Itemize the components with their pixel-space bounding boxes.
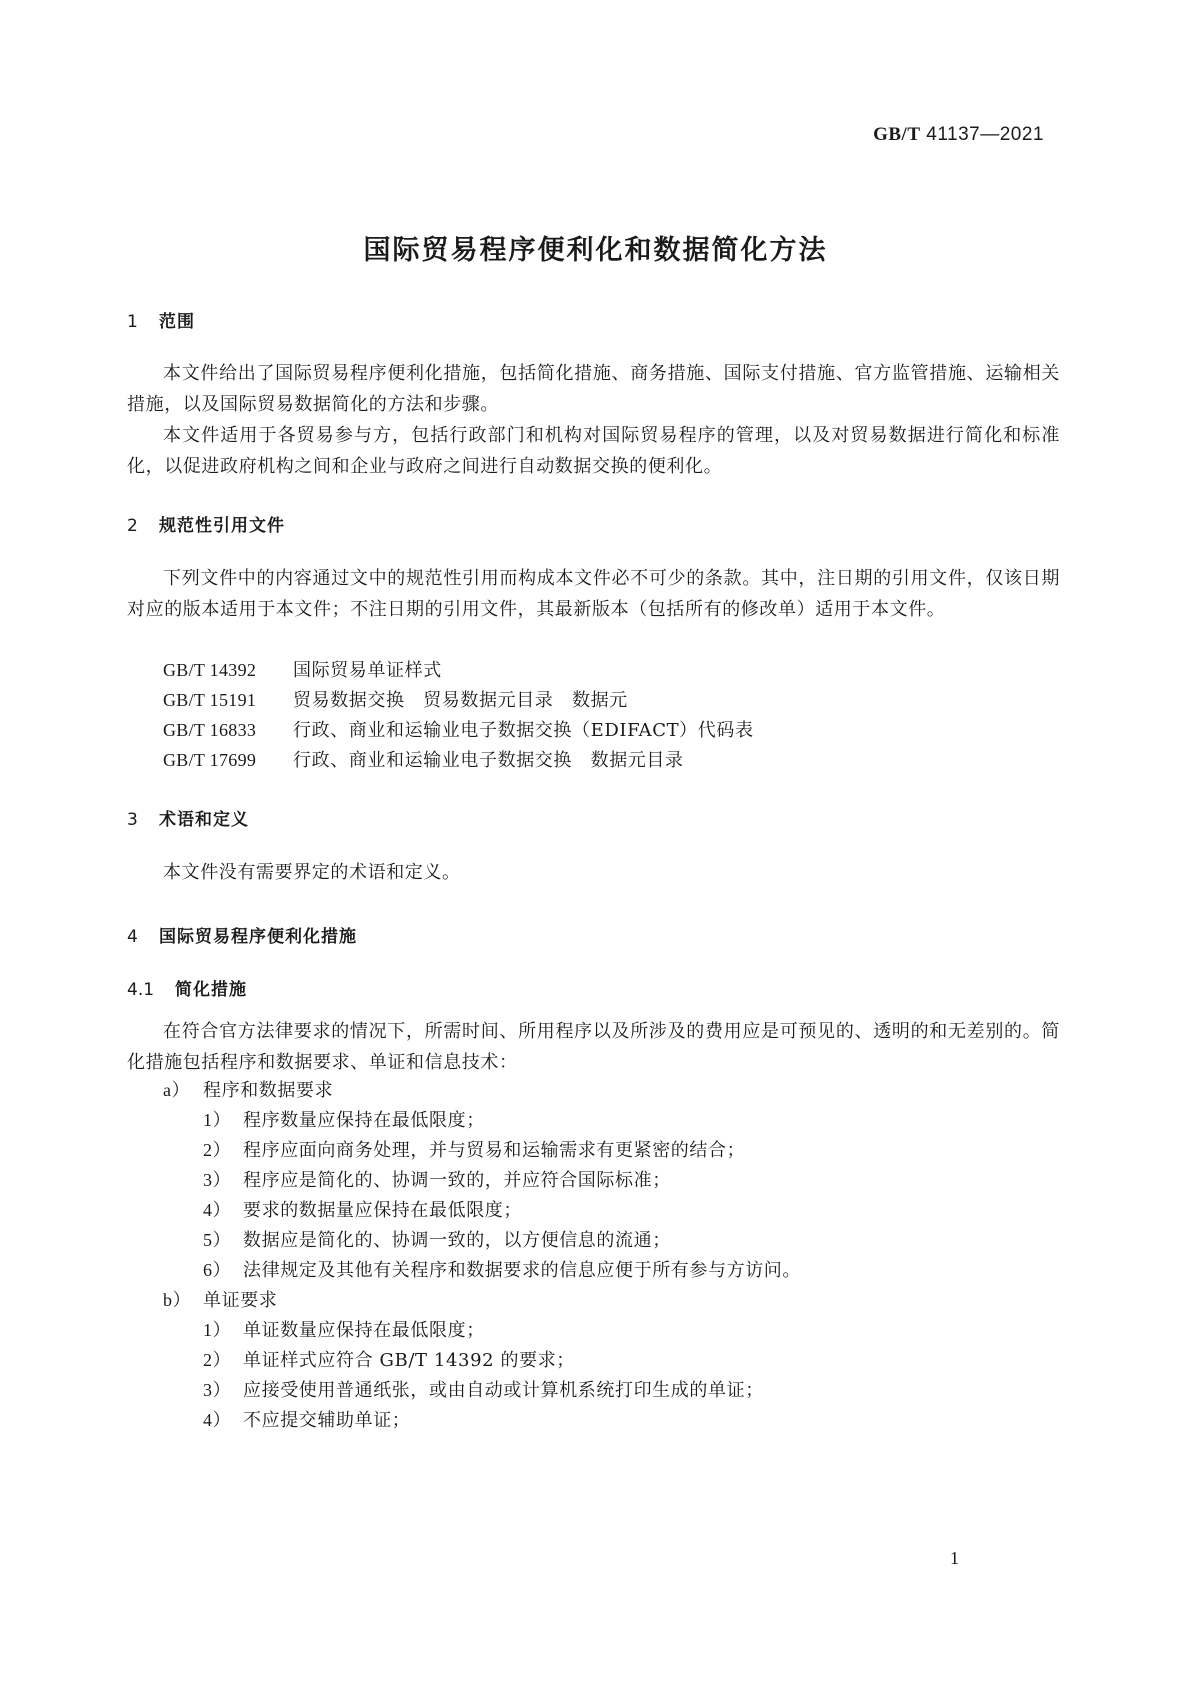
simplification-paragraph: 在符合官方法律要求的情况下，所需时间、所用程序以及所涉及的费用应是可预见的、透明的和无差别的。简化措施包括程序和数据要求、单证和信息技术： xyxy=(127,1021,1060,1073)
list-text: 程序应面向商务处理，并与贸易和运输需求有更紧密的结合； xyxy=(243,1140,746,1161)
subsection-heading-4-1 xyxy=(127,975,247,1000)
list-label: 单证要求 xyxy=(203,1290,278,1311)
list-marker: 3） xyxy=(203,1170,232,1190)
subsection-title: 简化措施 xyxy=(175,980,247,1000)
section-title: 范围 xyxy=(159,312,195,332)
scope-paragraph-2: 本文件适用于各贸易参与方，包括行政部门和机构对国际贸易程序的管理，以及对贸易数据进行简化和标准化，以促进政府机构之间和企业与政府之间进行自动数据交换的便利化。 xyxy=(127,425,1060,477)
reference-item xyxy=(163,656,442,682)
reference-code: GB/T 15191 xyxy=(163,690,257,710)
list-item-a xyxy=(163,1076,333,1102)
scope-paragraph-1: 本文件给出了国际贸易程序便利化措施，包括简化措施、商务措施、国际支付措施、官方监管措施、运输相关措施，以及国际贸易数据简化的方法和步骤。 xyxy=(127,363,1060,415)
normative-references-paragraph: 下列文件中的内容通过文中的规范性引用而构成本文件必不可少的条款。其中，注日期的引用文件，仅该日期对应的版本适用于本文件；不注日期的引用文件，其最新版本（包括所有的修改单）适用于本文件。 xyxy=(127,568,1060,620)
list-text: 法律规定及其他有关程序和数据要求的信息应便于所有参与方访问。 xyxy=(243,1260,801,1281)
section-heading-3 xyxy=(127,805,249,830)
sub-list-item xyxy=(203,1406,410,1432)
standard-code: 41137—2021 xyxy=(926,124,1044,145)
section-number: 3 xyxy=(127,810,138,830)
reference-item xyxy=(163,746,684,772)
sub-list-item xyxy=(203,1226,671,1252)
list-marker: 1） xyxy=(203,1320,232,1340)
list-marker: b） xyxy=(163,1290,192,1310)
sub-list-item xyxy=(203,1346,575,1372)
section-number: 2 xyxy=(127,516,138,536)
sub-list-item xyxy=(203,1166,671,1192)
standard-number xyxy=(873,124,1044,146)
list-marker: 2） xyxy=(203,1350,232,1370)
list-text: 不应提交辅助单证； xyxy=(243,1410,411,1431)
sub-list-item xyxy=(203,1136,745,1162)
section-heading-4 xyxy=(127,922,357,947)
sub-list-item xyxy=(203,1106,485,1132)
list-text: 程序数量应保持在最低限度； xyxy=(243,1110,485,1131)
page-number: 1 xyxy=(950,1548,959,1568)
section-heading-1 xyxy=(127,307,195,332)
list-item-b xyxy=(163,1286,277,1312)
section-heading-2 xyxy=(127,511,285,536)
section-title: 规范性引用文件 xyxy=(159,516,285,536)
list-marker: 1） xyxy=(203,1110,232,1130)
sub-list-item xyxy=(203,1256,801,1282)
sub-list-item xyxy=(203,1376,764,1402)
reference-code: GB/T 17699 xyxy=(163,750,257,770)
reference-code: GB/T 14392 xyxy=(163,660,257,680)
list-text: 程序应是简化的、协调一致的，并应符合国际标准； xyxy=(243,1170,671,1191)
section-title: 术语和定义 xyxy=(159,810,249,830)
list-text: 要求的数据量应保持在最低限度； xyxy=(243,1200,522,1221)
list-marker: 6） xyxy=(203,1260,232,1280)
reference-item xyxy=(163,716,754,742)
section-number: 1 xyxy=(127,312,138,332)
section-number: 4 xyxy=(127,927,138,947)
list-label: 程序和数据要求 xyxy=(203,1080,334,1101)
list-marker: 3） xyxy=(203,1380,232,1400)
reference-title: 行政、商业和运输业电子数据交换 数据元目录 xyxy=(293,750,684,771)
list-text: 单证数量应保持在最低限度； xyxy=(243,1320,485,1341)
list-text: 数据应是简化的、协调一致的，以方便信息的流通； xyxy=(243,1230,671,1251)
list-marker: 4） xyxy=(203,1200,232,1220)
document-title: 国际贸易程序便利化和数据简化方法 xyxy=(363,235,828,266)
reference-title: 贸易数据交换 贸易数据元目录 数据元 xyxy=(293,690,628,711)
reference-item xyxy=(163,686,628,712)
list-text: 单证样式应符合 GB/T 14392 的要求； xyxy=(243,1350,575,1371)
sub-list-item xyxy=(203,1316,485,1342)
list-marker: 4） xyxy=(203,1410,232,1430)
list-text: 应接受使用普通纸张，或由自动或计算机系统打印生成的单证； xyxy=(243,1380,764,1401)
standard-prefix: GB/T xyxy=(873,124,921,145)
list-marker: 2） xyxy=(203,1140,232,1160)
reference-title: 国际贸易单证样式 xyxy=(293,660,442,681)
section-title: 国际贸易程序便利化措施 xyxy=(159,927,357,947)
terms-paragraph: 本文件没有需要界定的术语和定义。 xyxy=(163,862,461,883)
reference-code: GB/T 16833 xyxy=(163,720,257,740)
list-marker: 5） xyxy=(203,1230,232,1250)
list-marker: a） xyxy=(163,1080,191,1100)
reference-title: 行政、商业和运输业电子数据交换（EDIFACT）代码表 xyxy=(293,720,754,741)
sub-list-item xyxy=(203,1196,522,1222)
subsection-number: 4.1 xyxy=(127,980,155,1000)
